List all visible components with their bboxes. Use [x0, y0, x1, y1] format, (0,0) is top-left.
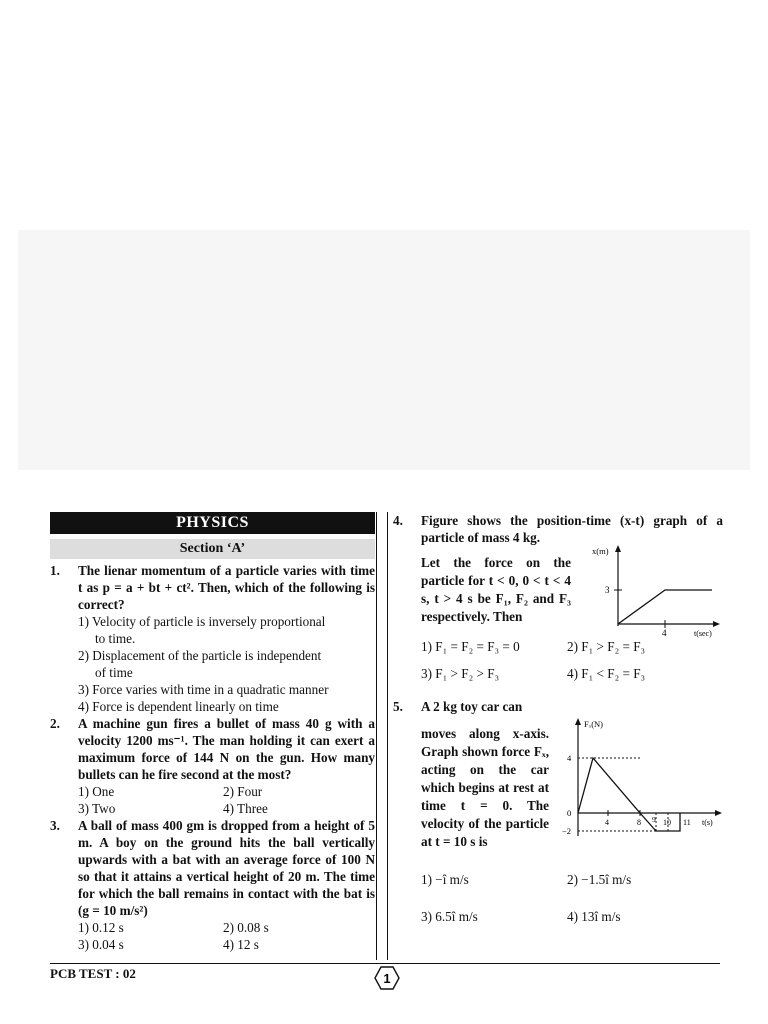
question-text: The lienar momentum of a particle varies with time t as p = a + bt + ct². Then, which of the following is correct?: [78, 563, 375, 612]
question-3: [50, 817, 375, 953]
x-label: t(sec): [694, 629, 712, 638]
y-tick-label: −2: [562, 826, 572, 836]
option-1: 1) F₁ = F₂ = F₃ = 0: [421, 639, 520, 654]
option-2-cont: of time: [95, 665, 133, 680]
option-4: 4) 13î m/s: [567, 909, 621, 924]
option-4: 4) Force is dependent linearly on time: [78, 699, 279, 714]
page-number: 1: [383, 971, 391, 986]
subject-title: PHYSICS: [50, 512, 375, 534]
option-3: 3) 0.04 s: [78, 937, 124, 952]
option-1-cont: to time.: [95, 631, 136, 646]
x-tick-label: 4: [605, 818, 609, 827]
column-divider: [387, 512, 388, 960]
y-tick-label: 0: [567, 808, 572, 818]
question-1: [50, 562, 375, 715]
question-number: 2.: [50, 716, 60, 731]
question-text: A 2 kg toy car can: [421, 699, 523, 714]
x-tick-label: 8: [637, 818, 641, 827]
option-3: 3) Two: [78, 801, 116, 816]
x-tick-label: 9: [652, 815, 656, 824]
footer-test-name: PCB TEST : 02: [50, 966, 136, 981]
option-3: 3) 6.5î m/s: [421, 909, 478, 924]
question-text-2: Let the force on the particle for t < 0, 0 < t < 4 s, t > 4 s be F₁, F₂ and F₃ respectively. Then: [421, 555, 571, 624]
x-tick-label: 10: [663, 818, 671, 827]
question-number: 1.: [50, 563, 60, 578]
left-column: [50, 512, 375, 953]
option-3: 3) F₁ > F₂ > F₃: [421, 666, 500, 681]
footer-rule: [50, 963, 720, 964]
y-axis-arrow: [615, 545, 621, 552]
x-axis-arrow: [713, 621, 720, 627]
option-2: 2) Displacement of the particle is independent: [78, 648, 322, 663]
option-1: 1) −î m/s: [421, 872, 469, 887]
option-4: 4) F₁ < F₂ = F₃: [567, 666, 646, 681]
force-time-graph: [562, 716, 722, 842]
question-text-2: moves along x-axis. Graph shown force Fₓ, acting on the car which begins at rest at time t = 0. The velocity of the particle at t = 10 s is: [421, 726, 549, 849]
question-number: 5.: [393, 699, 403, 714]
question-number: 4.: [393, 513, 403, 528]
option-2: 2) 0.08 s: [223, 920, 269, 935]
x-tick-label: 4: [662, 628, 667, 638]
option-4: 4) Three: [223, 801, 268, 816]
position-time-graph: [590, 544, 720, 640]
question-2: [50, 715, 375, 817]
x-label: t(s): [702, 818, 713, 827]
option-1: 1) 0.12 s: [78, 920, 124, 935]
option-2: 2) F₁ > F₂ = F₃: [567, 639, 646, 654]
section-title: Section ‘A’: [50, 539, 375, 559]
option-4: 4) 12 s: [223, 937, 259, 952]
option-1: 1) One: [78, 784, 115, 799]
question-number: 3.: [50, 818, 60, 833]
question-text: Figure shows the position-time (x-t) graph of a particle of mass 4 kg.: [421, 513, 723, 545]
y-label: x(m): [592, 546, 609, 556]
y-tick-label: 4: [567, 753, 572, 763]
y-label: Fₓ(N): [584, 719, 603, 729]
option-2: 2) Four: [223, 784, 263, 799]
y-axis-arrow: [575, 718, 581, 725]
question-text: A ball of mass 400 gm is dropped from a height of 5 m. A boy on the ground hits the ball vertically upwards with a bat with an average force of 100 N so that it attains a vertical height of 20 m. The time for which the ball remains in contact with the bat is (g = 10 m/s²): [78, 818, 375, 918]
option-2: 2) −1.5î m/s: [567, 872, 632, 887]
option-1: 1) Velocity of particle is inversely proportional: [78, 614, 326, 629]
x-axis-arrow: [715, 810, 722, 816]
scan-shade: [18, 230, 750, 470]
question-text: A machine gun fires a bullet of mass 40 g with a velocity 1200 ms⁻¹. The man holding it can exert a maximum force of 144 N on the gun. How many bullets can he fire second at the most?: [78, 716, 375, 782]
position-curve: [618, 590, 712, 624]
option-3: 3) Force varies with time in a quadratic manner: [78, 682, 329, 697]
column-divider: [376, 512, 377, 960]
x-tick-label: 11: [683, 818, 691, 827]
page-number-badge: [374, 966, 400, 990]
y-tick-label: 3: [605, 585, 610, 595]
